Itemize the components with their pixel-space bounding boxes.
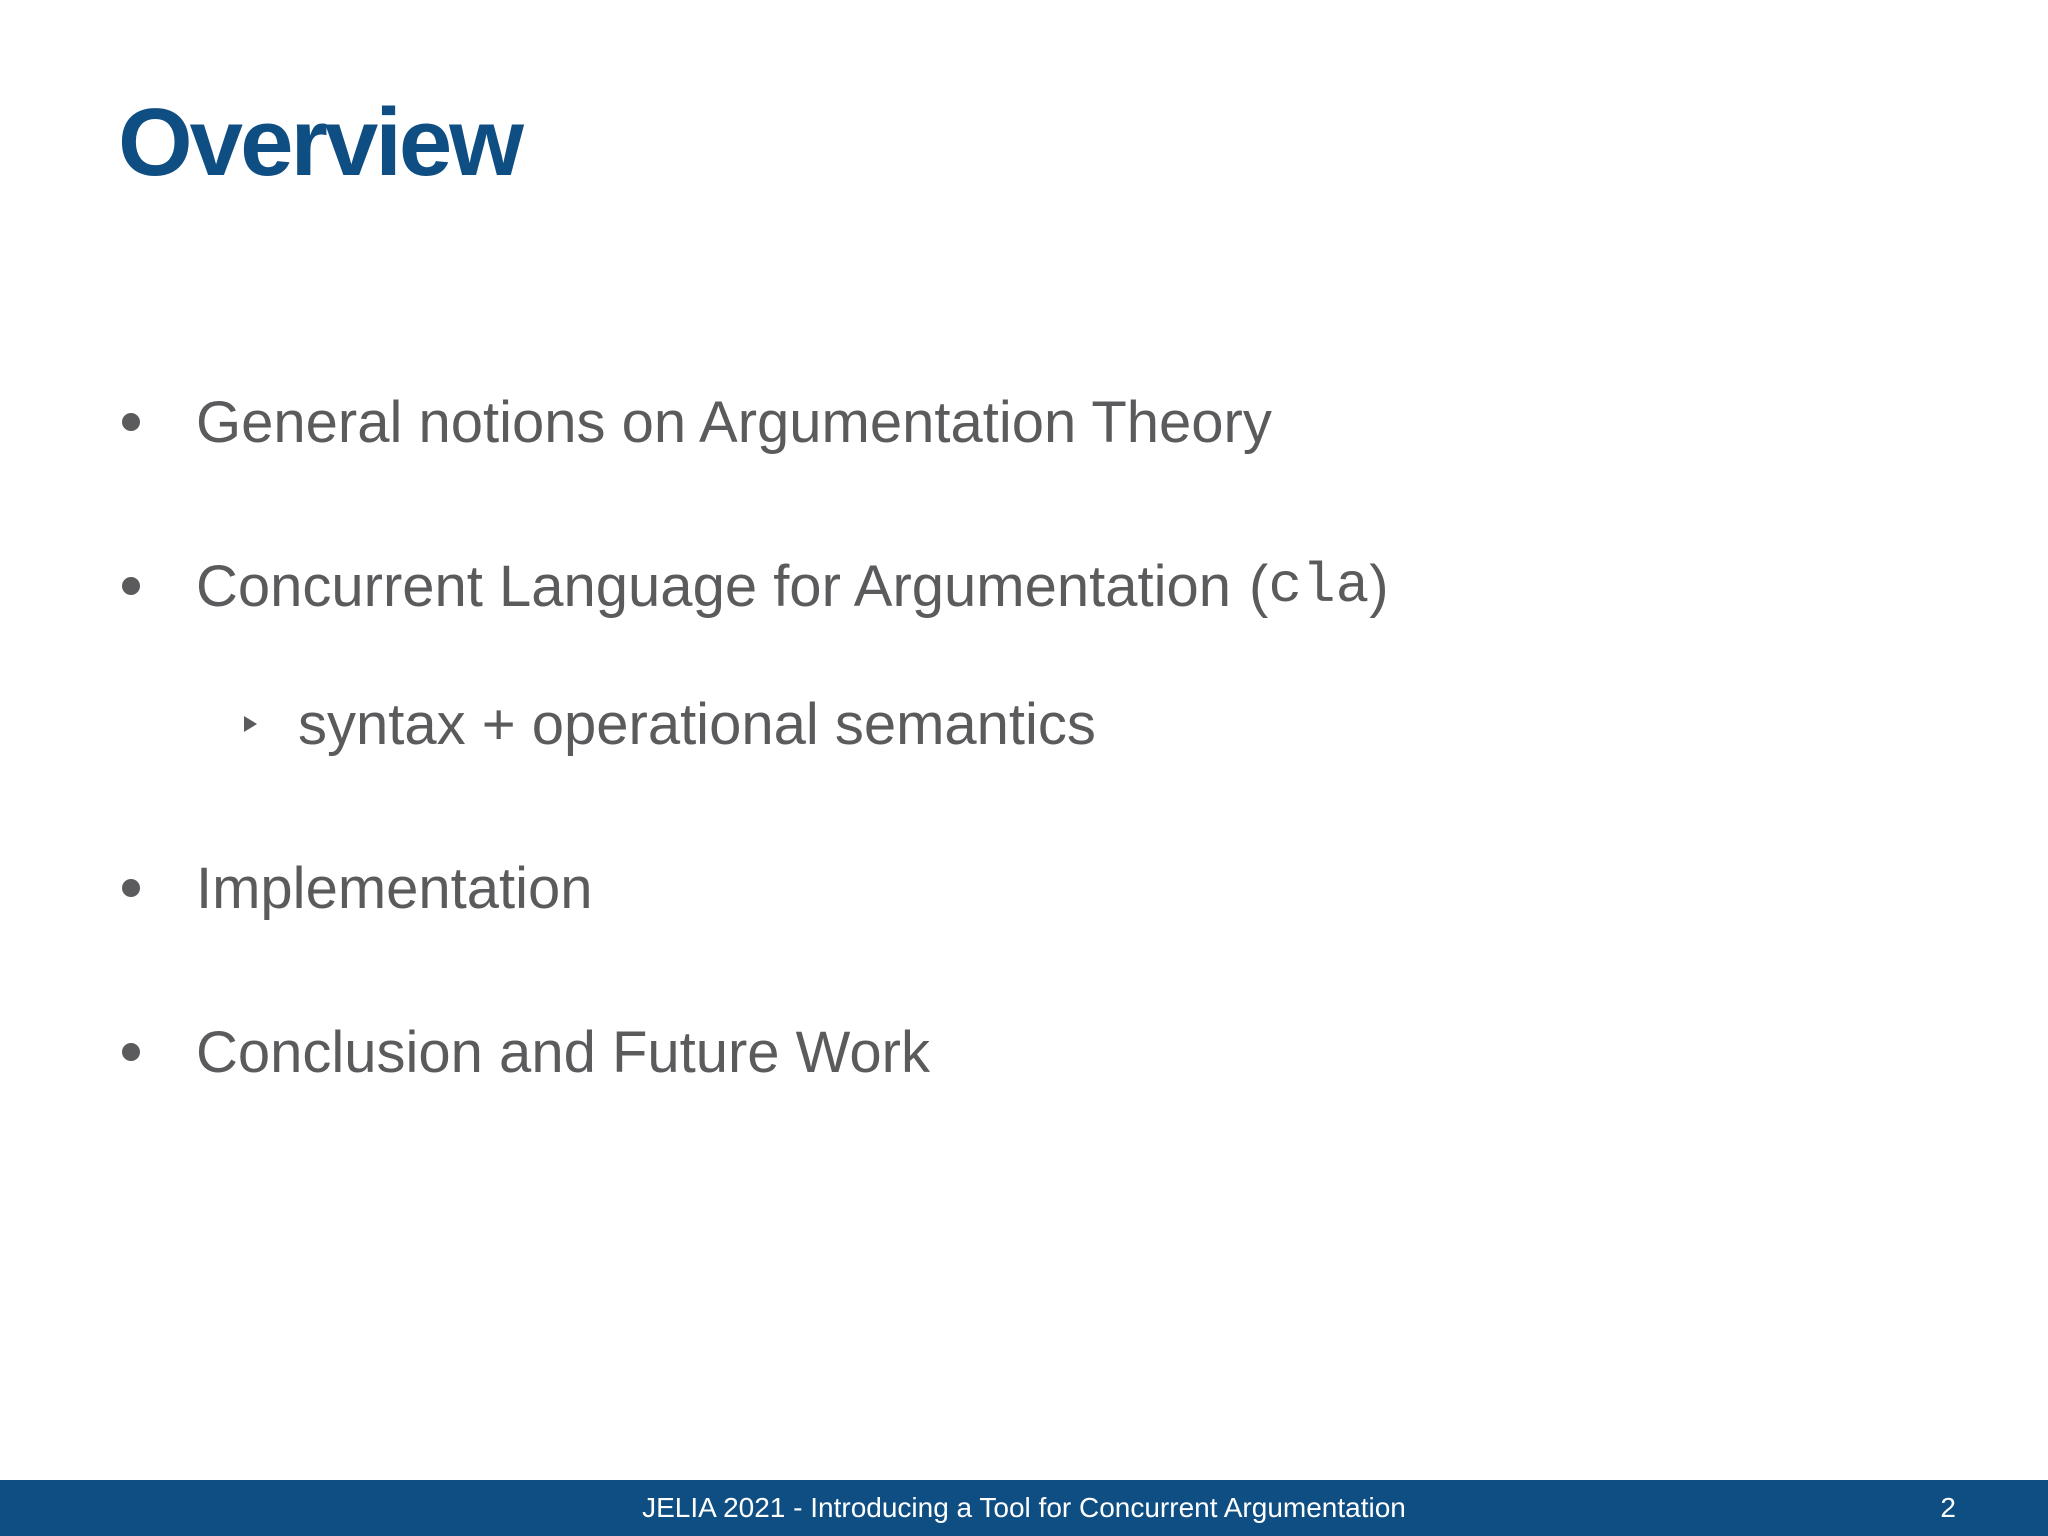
bullet-text: Conclusion and Future Work	[196, 1019, 930, 1085]
code-term: cla	[1268, 554, 1370, 618]
sub-bullet-item	[244, 684, 1096, 764]
bullet-item	[118, 1012, 930, 1092]
bullet-dot-icon	[122, 879, 140, 897]
bullet-dot-icon	[122, 1043, 140, 1061]
page-number: 2	[1940, 1492, 1956, 1523]
bullet-item	[118, 848, 593, 928]
triangle-bullet-icon	[244, 716, 257, 732]
bullet-item	[118, 546, 1389, 626]
bullet-dot-icon	[122, 413, 140, 431]
paren-open: (	[1249, 553, 1269, 619]
slide-title: Overview	[118, 89, 521, 196]
sub-bullet-text: syntax + operational semantics	[298, 691, 1096, 757]
bullet-text: Implementation	[196, 855, 593, 921]
footer-title: JELIA 2021 - Introducing a Tool for Concurrent Argumentation	[642, 1492, 1406, 1523]
footer-bar	[0, 1480, 2048, 1536]
paren-close: )	[1369, 553, 1389, 619]
bullet-item	[118, 382, 1272, 462]
bullet-text: Concurrent Language for Argumentation	[196, 553, 1232, 619]
bullet-dot-icon	[122, 577, 140, 595]
bullet-text: General notions on Argumentation Theory	[196, 389, 1272, 455]
